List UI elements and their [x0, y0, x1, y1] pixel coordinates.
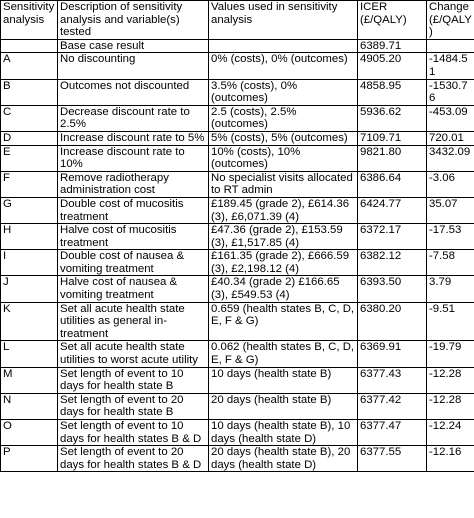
cell-description: Set length of event to 20 days for health states B & D	[58, 446, 209, 472]
cell-description: Halve cost of mucositis treatment	[58, 224, 209, 250]
cell-id: J	[1, 276, 58, 302]
cell-icer: 9821.80	[358, 145, 427, 171]
header-row	[1, 1, 474, 40]
cell-description: Set all acute health state utilities as general in-treatment	[58, 302, 209, 341]
cell-id: M	[1, 367, 58, 393]
header-sensitivity-analysis: Sensitivity analysis	[1, 1, 58, 40]
cell-description: Double cost of mucositis treatment	[58, 197, 209, 223]
cell-change: -12.16	[427, 446, 474, 472]
cell-change: -12.28	[427, 393, 474, 419]
header-change: Change (£/QALY)	[427, 1, 474, 40]
cell-change: -12.24	[427, 420, 474, 446]
cell-icer: 6380.20	[358, 302, 427, 341]
table-row	[1, 53, 474, 79]
table-row	[1, 79, 474, 105]
cell-change: -17.53	[427, 224, 474, 250]
cell-description: Halve cost of nausea & vomiting treatment	[58, 276, 209, 302]
cell-icer: 4905.20	[358, 53, 427, 79]
cell-change: -19.79	[427, 341, 474, 367]
cell-id: G	[1, 197, 58, 223]
cell-description: Set length of event to 20 days for health state B	[58, 393, 209, 419]
table-body	[1, 39, 474, 472]
cell-id: K	[1, 302, 58, 341]
cell-description: Set all acute health state utilities to worst acute utility	[58, 341, 209, 367]
table-row	[1, 39, 474, 53]
cell-id: O	[1, 420, 58, 446]
cell-change: -1530.76	[427, 79, 474, 105]
cell-icer: 6377.42	[358, 393, 427, 419]
cell-description: Outcomes not discounted	[58, 79, 209, 105]
cell-values: No specialist visits allocated to RT admin	[209, 171, 358, 197]
cell-icer: 6386.64	[358, 171, 427, 197]
cell-id: F	[1, 171, 58, 197]
cell-id	[1, 39, 58, 53]
cell-values	[209, 39, 358, 53]
cell-icer: 6372.17	[358, 224, 427, 250]
cell-icer: 6377.47	[358, 420, 427, 446]
header-values: Values used in sensitivity analysis	[209, 1, 358, 40]
table-row	[1, 145, 474, 171]
table-row	[1, 131, 474, 145]
table-row	[1, 171, 474, 197]
header-icer: ICER (£/QALY)	[358, 1, 427, 40]
cell-icer: 7109.71	[358, 131, 427, 145]
cell-description: No discounting	[58, 53, 209, 79]
table-row	[1, 367, 474, 393]
cell-values: 10 days (health state B), 10 days (health state D)	[209, 420, 358, 446]
cell-id: A	[1, 53, 58, 79]
table-row	[1, 341, 474, 367]
cell-id: H	[1, 224, 58, 250]
cell-change: 35.07	[427, 197, 474, 223]
cell-values: £161.35 (grade 2), £666.59 (3), £2,198.12 (4)	[209, 250, 358, 276]
cell-values: £40.34 (grade 2) £166.65 (3), £549.53 (4)	[209, 276, 358, 302]
table-row	[1, 224, 474, 250]
cell-id: C	[1, 105, 58, 131]
cell-icer: 5936.62	[358, 105, 427, 131]
cell-values: 0.062 (health states B, C, D, E, F & G)	[209, 341, 358, 367]
cell-change: 3.79	[427, 276, 474, 302]
cell-id: P	[1, 446, 58, 472]
table-row	[1, 250, 474, 276]
cell-description: Set length of event to 10 days for health states B & D	[58, 420, 209, 446]
cell-description: Set length of event to 10 days for health state B	[58, 367, 209, 393]
cell-values: 10% (costs), 10% (outcomes)	[209, 145, 358, 171]
cell-change: 720.01	[427, 131, 474, 145]
cell-change: -3.06	[427, 171, 474, 197]
cell-values: 5% (costs), 5% (outcomes)	[209, 131, 358, 145]
cell-change: -9.51	[427, 302, 474, 341]
cell-id: E	[1, 145, 58, 171]
cell-values: £189.45 (grade 2), £614.36 (3), £6,071.39 (4)	[209, 197, 358, 223]
cell-icer: 6382.12	[358, 250, 427, 276]
cell-change: -7.58	[427, 250, 474, 276]
table-row	[1, 105, 474, 131]
cell-icer: 6377.43	[358, 367, 427, 393]
cell-values: 2.5 (costs), 2.5% (outcomes)	[209, 105, 358, 131]
cell-change: -12.28	[427, 367, 474, 393]
cell-description: Increase discount rate to 5%	[58, 131, 209, 145]
cell-values: 10 days (health state B)	[209, 367, 358, 393]
cell-icer: 6389.71	[358, 39, 427, 53]
cell-values: 20 days (health state B)	[209, 393, 358, 419]
cell-description: Base case result	[58, 39, 209, 53]
cell-change: -453.09	[427, 105, 474, 131]
cell-values: 3.5% (costs), 0% (outcomes)	[209, 79, 358, 105]
table-row	[1, 302, 474, 341]
cell-description: Increase discount rate to 10%	[58, 145, 209, 171]
cell-icer: 6369.91	[358, 341, 427, 367]
cell-id: D	[1, 131, 58, 145]
table-row	[1, 420, 474, 446]
table-row	[1, 393, 474, 419]
cell-icer: 6377.55	[358, 446, 427, 472]
table-row	[1, 276, 474, 302]
cell-id: L	[1, 341, 58, 367]
cell-id: B	[1, 79, 58, 105]
table-row	[1, 446, 474, 472]
cell-values: 20 days (health state B), 20 days (health state D)	[209, 446, 358, 472]
cell-change	[427, 39, 474, 53]
cell-values: 0% (costs), 0% (outcomes)	[209, 53, 358, 79]
cell-icer: 6393.50	[358, 276, 427, 302]
cell-change: -1484.51	[427, 53, 474, 79]
cell-id: I	[1, 250, 58, 276]
cell-description: Remove radiotherapy administration cost	[58, 171, 209, 197]
cell-icer: 6424.77	[358, 197, 427, 223]
cell-change: 3432.09	[427, 145, 474, 171]
cell-description: Double cost of nausea & vomiting treatment	[58, 250, 209, 276]
cell-id: N	[1, 393, 58, 419]
table-row	[1, 197, 474, 223]
cell-icer: 4858.95	[358, 79, 427, 105]
cell-description: Decrease discount rate to 2.5%	[58, 105, 209, 131]
cell-values: 0.659 (health states B, C, D, E, F & G)	[209, 302, 358, 341]
header-description: Description of sensitivity analysis and variable(s) tested	[58, 1, 209, 40]
cell-values: £47.36 (grade 2), £153.59 (3), £1,517.85 (4)	[209, 224, 358, 250]
